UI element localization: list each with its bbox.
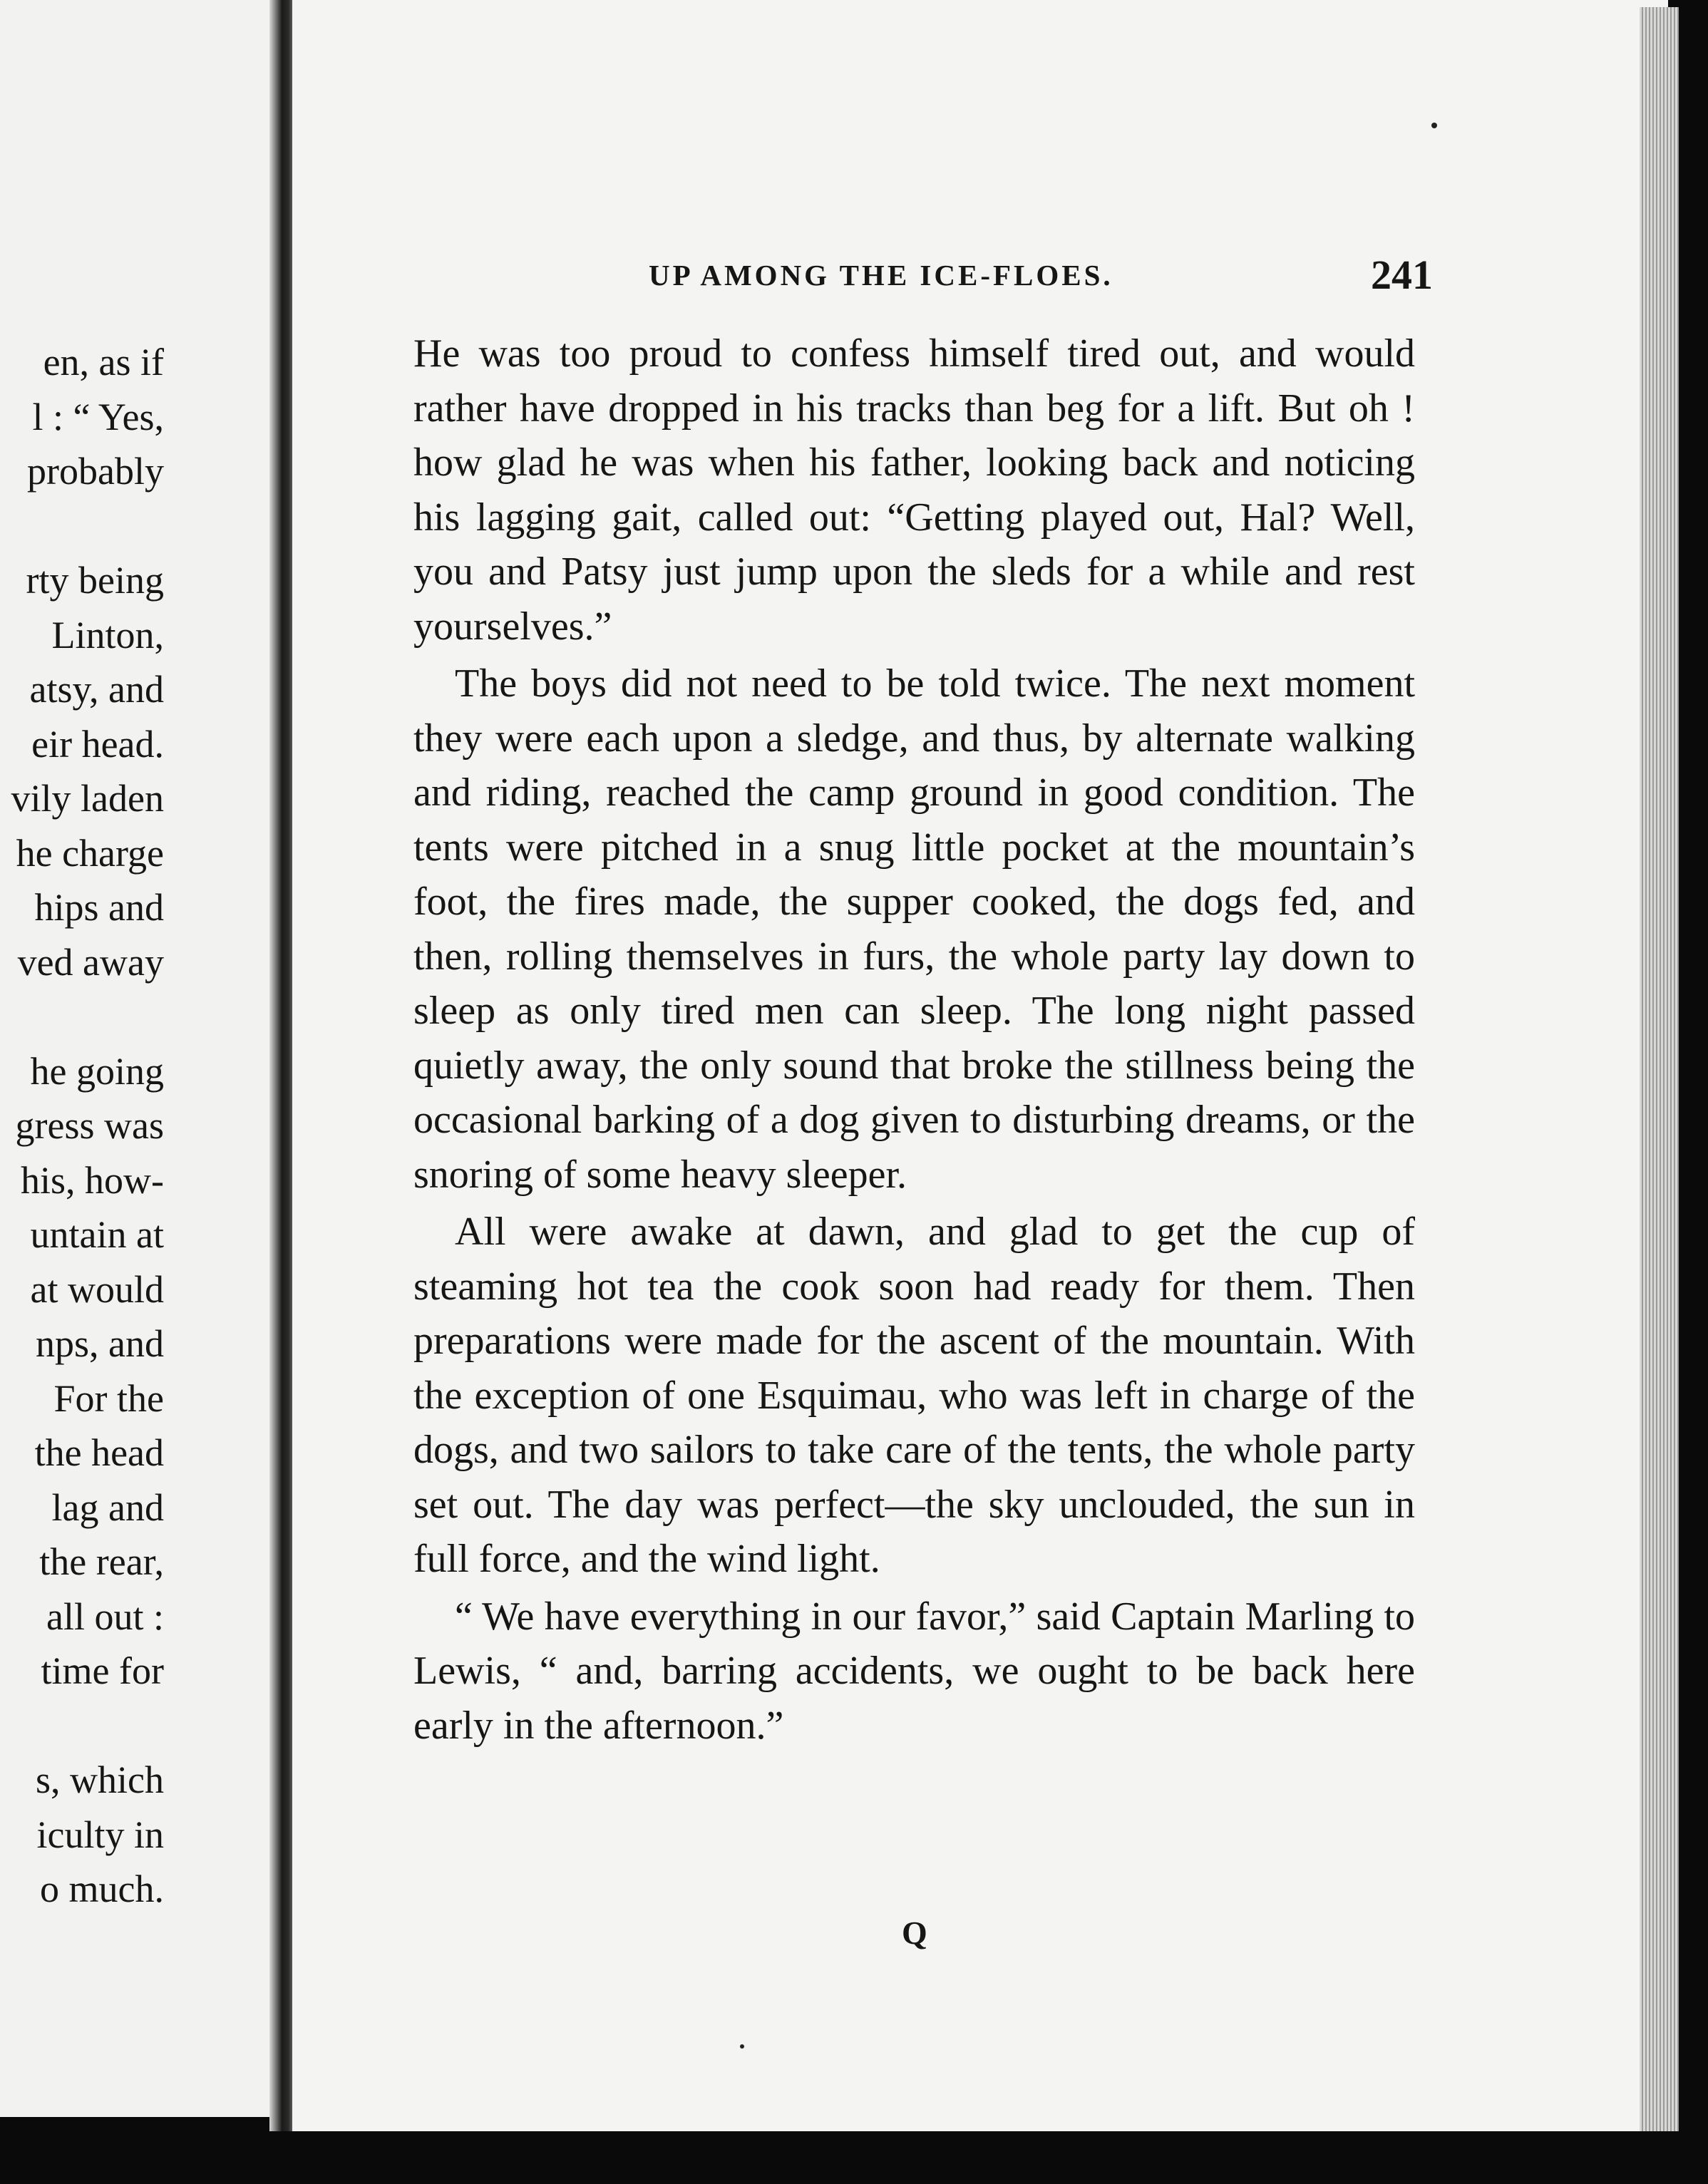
left-line: vily laden — [11, 777, 164, 820]
left-line: For the — [53, 1376, 164, 1420]
scan-border-right — [1679, 0, 1708, 2184]
left-line: all out : — [46, 1595, 164, 1638]
paragraph: All were awake at dawn, and glad to get the cup of steaming hot tea the cook soon had ready for them. Then preparations were made for the ascent of the mountain. With the exception of one Esquimau, who was left in charge of the dogs, and two sailors to take care of the tents, the whole party set out. The day was perfect—the sky unclouded, the sun in full force, and the wind light. — [413, 1210, 1415, 1581]
left-line: the rear, — [39, 1540, 164, 1583]
paragraph: He was too proud to confess himself tired out, and would rather have dropped in his tracks than beg for a lift. But oh ! how glad he was when his father, looking back and noticing his lagging gait, called out: “Getting played out, Hal? Well, you and Patsy just jump upon the sleds for a while and rest yourselves.” — [413, 331, 1415, 649]
page-edges — [1640, 7, 1682, 2138]
ink-speck — [1431, 123, 1437, 128]
left-line: ved away — [17, 940, 164, 984]
left-line-gap — [0, 499, 164, 554]
left-line: the head — [34, 1431, 164, 1474]
page-header — [649, 251, 1433, 301]
paragraph: The boys did not need to be told twice. The next moment they were each upon a sledge, and thus, by alternate walking and riding, reached the camp ground in good condition. The tents were pitched in a snug little pocket at the mountain’s foot, the fires made, the supper cooked, the dogs fed, and then, rolling themselves in furs, the whole party lay down to sleep as only tired men can sleep. The long night passed quietly away, the only sound that broke the stillness being the occasional barking of a dog given to disturbing dreams, or the snoring of some heavy sleeper. — [413, 661, 1415, 1197]
left-line: hips and — [34, 886, 164, 929]
left-line: s, which — [36, 1758, 164, 1801]
paragraph: “ We have everything in our favor,” said Captain Marling to Lewis, “ and, barring accidents, we ought to be back here early in the afternoon.” — [413, 1594, 1415, 1748]
left-line: eir head. — [31, 722, 164, 766]
signature-mark: Q — [902, 1915, 927, 1951]
left-line: l : “ Yes, — [32, 395, 164, 438]
left-line: he charge — [16, 831, 164, 875]
left-line: atsy, and — [29, 668, 164, 711]
left-line: his, how- — [21, 1158, 164, 1202]
ink-speck — [740, 2044, 744, 2049]
left-line: iculty in — [36, 1813, 164, 1856]
left-line: en, as if — [43, 341, 164, 383]
left-line: o much. — [40, 1868, 164, 1910]
left-line-gap — [0, 1699, 164, 1753]
left-line: nps, and — [36, 1322, 164, 1365]
left-line-gap — [0, 989, 164, 1044]
left-line: Linton, — [51, 613, 164, 656]
left-line: untain at — [30, 1213, 164, 1256]
left-line: rty being — [26, 559, 164, 602]
scan-border-bottom — [0, 2131, 1708, 2184]
left-line: at would — [30, 1267, 164, 1311]
body-text — [413, 326, 1415, 1753]
left-line: lag and — [51, 1485, 164, 1529]
left-page — [0, 0, 271, 2117]
left-line: he going — [30, 1049, 164, 1093]
left-page-text — [0, 335, 164, 1917]
page-number: 241 — [1371, 252, 1433, 298]
left-line: gress was — [15, 1104, 164, 1147]
running-head: UP AMONG THE ICE-FLOES. — [649, 259, 1113, 292]
left-line: probably — [27, 450, 164, 493]
left-line: time for — [41, 1649, 164, 1692]
